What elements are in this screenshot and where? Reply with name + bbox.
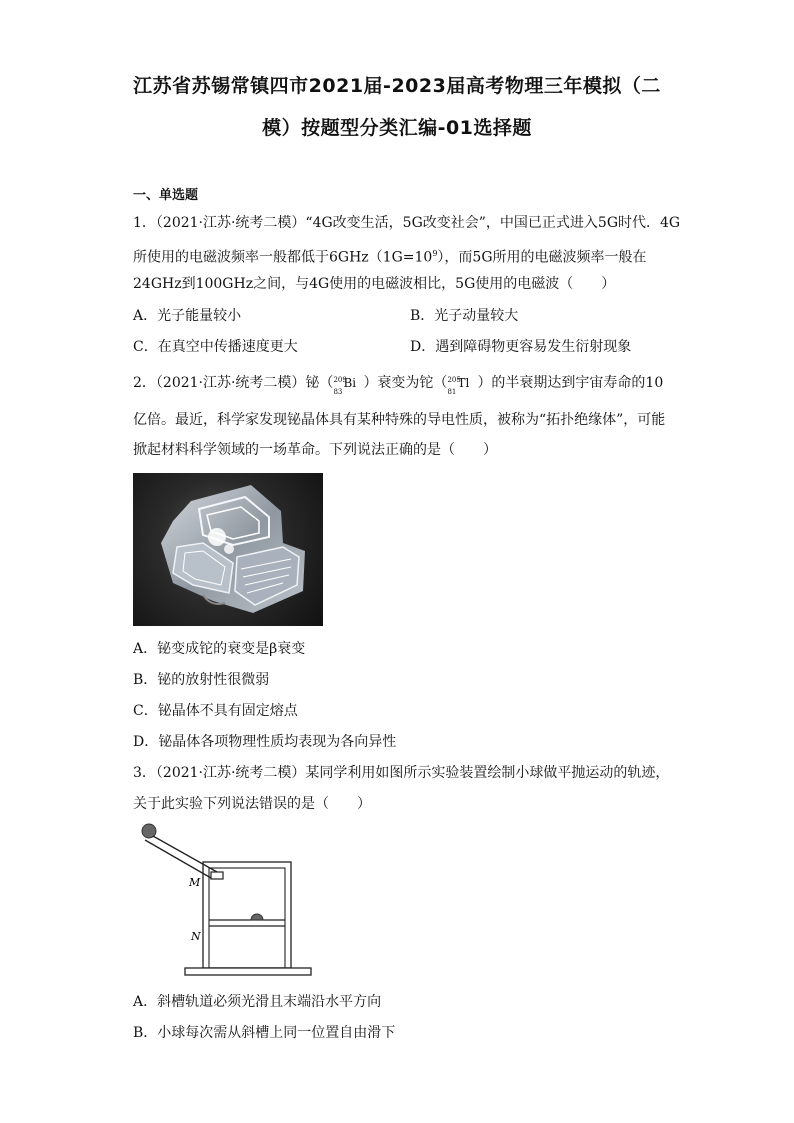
section-heading: 一、单选题 xyxy=(133,188,199,203)
bismuth-isotope: 209 83 Bi xyxy=(333,376,357,396)
label-n: N xyxy=(191,930,201,943)
bismuth-crystal-photo xyxy=(133,473,323,626)
q2-stem-line-1: 2．（2021·江苏·统考二模）铋（ 209 83 Bi ）衰变为铊（ 205 81 Tl ）的半衰期达到宇宙寿命的10 xyxy=(133,375,664,396)
q1-stem-line-3: 24GHz到100GHz之间，与4G使用的电磁波相比，5G使用的电磁波（ ） xyxy=(133,276,616,292)
q3-stem-line-1: 3．（2021·江苏·统考二模）某同学利用如图所示实验装置绘制小球做平抛运动的轨迹， xyxy=(133,765,670,781)
q1-stem-line-2: 所使用的电磁波频率一般都低于$6GHz(1G=10^9)$，而5G所用的电磁波频率一般在 xyxy=(133,249,647,266)
apparatus-svg xyxy=(133,820,323,980)
q2-stem-line-3: 掀起材料科学领域的一场革命。下列说法正确的是（ ） xyxy=(133,442,497,458)
ball-on-board xyxy=(251,914,263,920)
q3-stem-line-2: 关于此实验下列说法错误的是（ ） xyxy=(133,796,371,812)
q1-exponent: 9 xyxy=(432,249,438,258)
q2-option-c[interactable]: C．铋晶体不具有固定熔点 xyxy=(133,703,298,719)
q2-option-b[interactable]: B．铋的放射性很微弱 xyxy=(133,672,270,688)
label-m: M xyxy=(189,876,201,889)
q2-option-a[interactable]: A．铋变成铊的衰变是β衰变 xyxy=(133,641,306,657)
q3-option-a[interactable]: A．斜槽轨道必须光滑且末端沿水平方向 xyxy=(133,994,382,1010)
q1-option-a[interactable]: A．光子能量较小 xyxy=(133,308,242,324)
projectile-apparatus-diagram xyxy=(133,820,323,980)
q3-option-b[interactable]: B．小球每次需从斜槽上同一位置自由滑下 xyxy=(133,1025,396,1041)
q1-option-d[interactable]: D．遇到障碍物更容易发生衍射现象 xyxy=(410,339,632,355)
q1-stem-line-1: 1．（2021·江苏·统考二模）“4G改变生活，5G改变社会”，中国已正式进入5G时代．4G xyxy=(133,215,681,231)
q2-stem-line-2: 亿倍。最近，科学家发现铋晶体具有某种特殊的导电性质，被称为“拓扑绝缘体”，可能 xyxy=(133,412,666,428)
document-title-line-2: 模）按题型分类汇编-01选择题 xyxy=(262,117,532,139)
document-title-line-1: 江苏省苏锡常镇四市2021届-2023届高考物理三年模拟（二 xyxy=(133,75,661,97)
q1-option-b[interactable]: B．光子动量较大 xyxy=(410,308,519,324)
q1-option-c[interactable]: C．在真空中传播速度更大 xyxy=(133,339,298,355)
q2-option-d[interactable]: D．铋晶体各项物理性质均表现为各向异性 xyxy=(133,734,397,750)
bismuth-crystal-illustration xyxy=(133,473,323,626)
thallium-isotope: 205 81 Tl xyxy=(447,376,470,396)
